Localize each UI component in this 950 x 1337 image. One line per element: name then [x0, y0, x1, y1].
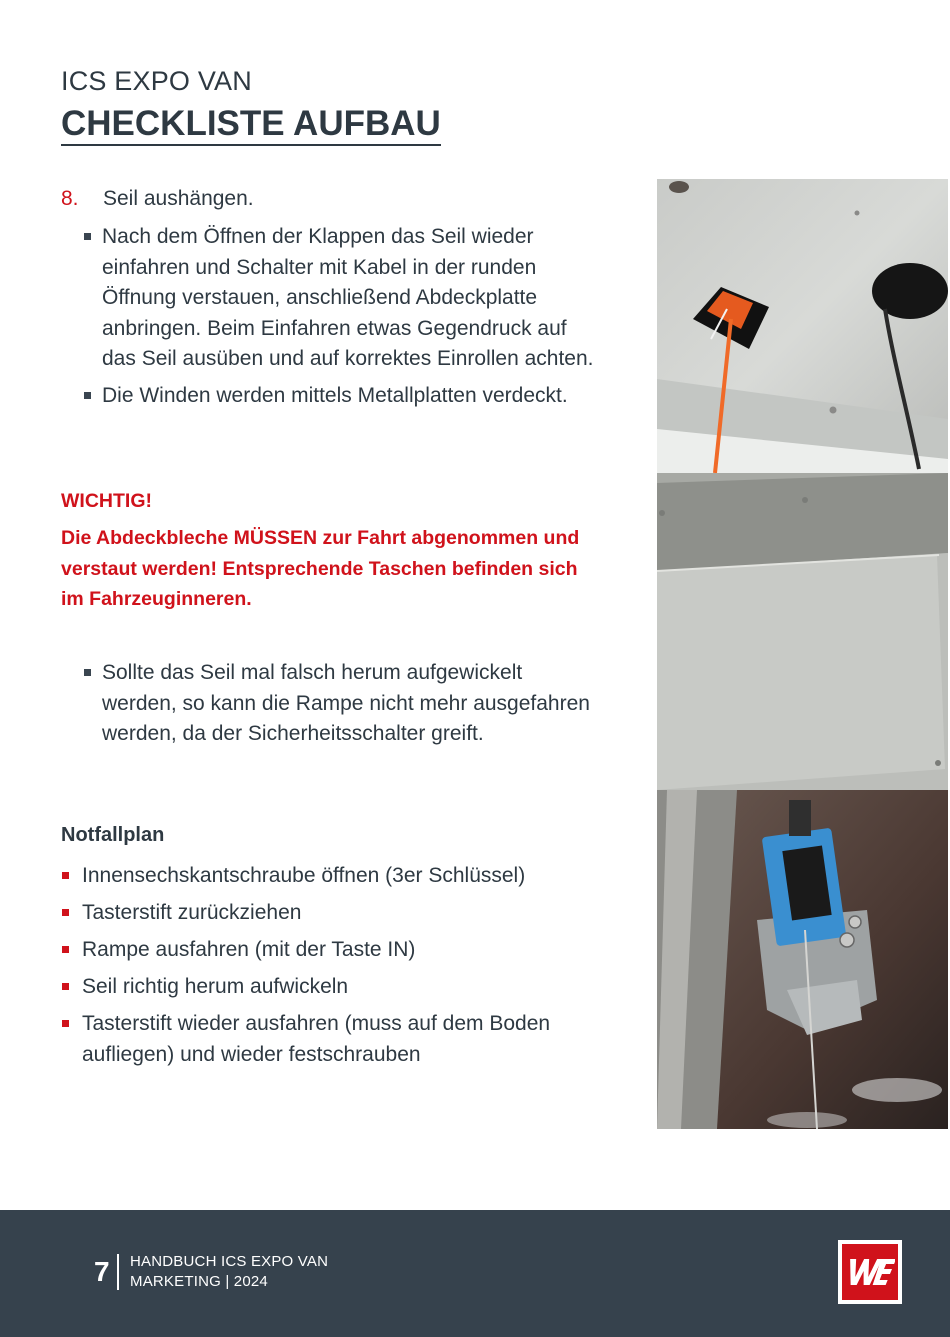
step-number: 8. [61, 187, 79, 210]
list-item: Tasterstift zurückziehen [61, 898, 601, 929]
list-item: Die Winden werden mittels Metallplatten verdeckt. [82, 381, 602, 412]
logo-mark [842, 1244, 898, 1300]
list-item: Innensechskantschraube öffnen (3er Schlüssel) [61, 861, 601, 892]
limit-switch-photo [657, 790, 948, 1129]
list-item: Nach dem Öffnen der Klappen das Seil wieder einfahren und Schalter mit Kabel in der runden Öffnung verstauen, anschließend Abdeckplatte anbringen. Beim Einfahren etwas Gegendruck auf das Seil ausüben und auf korrektes Einrollen achten. [82, 222, 602, 375]
list-item: Rampe ausfahren (mit der Taste IN) [61, 935, 601, 966]
emergency-plan-list [61, 861, 601, 1077]
page-title-text: CHECKLISTE AUFBAU [61, 104, 441, 146]
page-title [61, 104, 441, 144]
emergency-plan-heading: Notfallplan [61, 824, 165, 846]
step-item [61, 187, 254, 211]
company-logo [838, 1240, 902, 1304]
footer-divider [117, 1254, 119, 1290]
we-logo-icon [845, 1255, 895, 1289]
warning-heading: WICHTIG! [61, 490, 152, 512]
step-text: Seil aushängen. [103, 187, 254, 210]
document-subtitle: ICS EXPO VAN [61, 66, 252, 96]
footer-document-title: HANDBUCH ICS EXPO VAN [130, 1253, 329, 1270]
list-item: Tasterstift wieder ausfahren (muss auf dem Boden aufliegen) und wieder festschrauben [61, 1009, 601, 1070]
warning-text: Die Abdeckbleche MÜSSEN zur Fahrt abgenommen und verstaut werden! Entsprechende Taschen befinden sich im Fahrzeuginneren. [61, 527, 580, 610]
instruction-list [82, 222, 602, 417]
list-item: Seil richtig herum aufwickeln [61, 972, 601, 1003]
page-number: 7 [94, 1256, 110, 1287]
ceiling-rope-hatch-photo [657, 179, 948, 473]
footer-department-year: MARKETING | 2024 [130, 1273, 268, 1290]
cover-plate-photo [657, 473, 948, 790]
note-list [82, 658, 602, 756]
list-item: Sollte das Seil mal falsch herum aufgewickelt werden, so kann die Rampe nicht mehr ausgefahren werden, da der Sicherheitsschalter greift. [82, 658, 602, 750]
page-footer [0, 1210, 950, 1337]
